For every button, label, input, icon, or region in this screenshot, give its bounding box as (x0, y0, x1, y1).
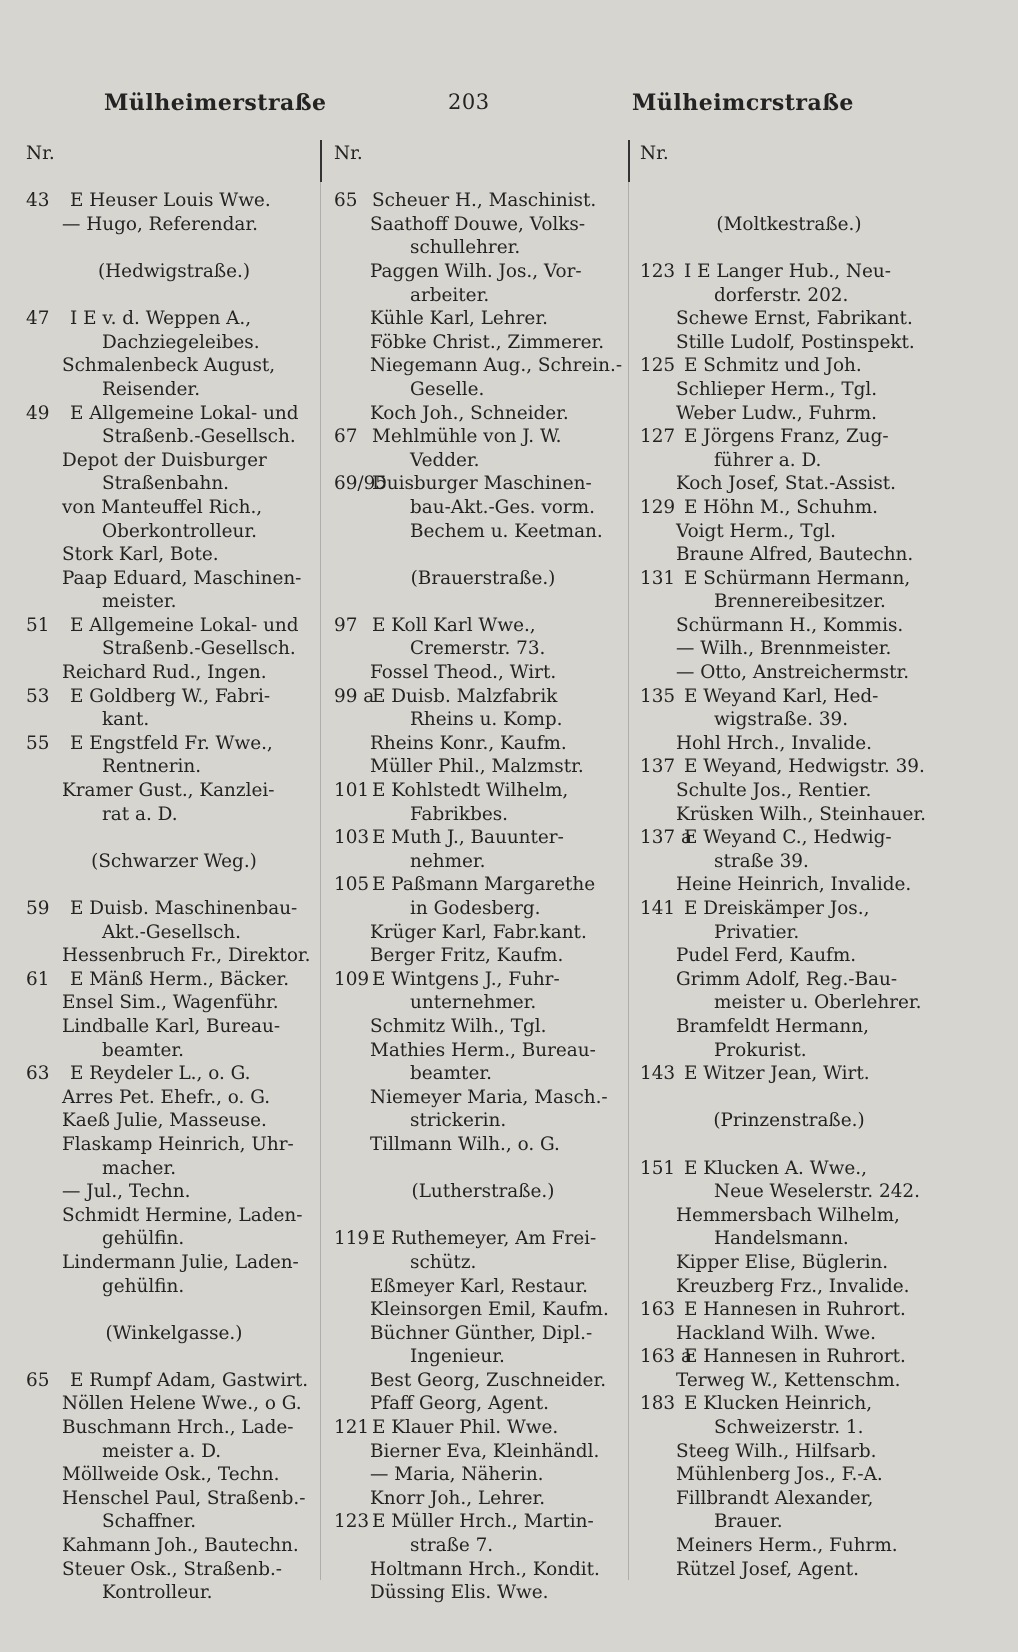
entry-continuation: Schweizerstr. 1. (714, 1417, 864, 1439)
resident-entry: Pfaff Georg, Agent. (370, 1393, 549, 1415)
entry-continuation: rat a. D. (102, 803, 178, 825)
house-number: 67 (334, 426, 358, 448)
house-number: 47 (26, 308, 50, 330)
resident-entry: Stille Ludolf, Postinspekt. (676, 331, 915, 353)
house-entry (334, 779, 632, 803)
entry-text: E Paßmann Margarethe (372, 874, 596, 896)
house-number: 55 (26, 732, 50, 754)
house-entry (640, 354, 938, 378)
number-column-label: Nr. (640, 143, 669, 164)
entry-continuation: meister a. D. (102, 1440, 222, 1462)
entry-text: E Heuser Louis Wwe. (70, 190, 271, 212)
entry-continuation: Straßenb.-Gesellsch. (102, 426, 296, 448)
entry-continuation: beamter. (410, 1063, 492, 1085)
entry-continuation: Schaffner. (102, 1511, 197, 1533)
entry-continuation: beamter. (102, 1039, 184, 1061)
resident-entry: Schulte Jos., Rentier. (676, 780, 872, 802)
house-entry (334, 826, 632, 850)
running-head-right: Mülheimcrstraße (632, 90, 854, 116)
entry-text: E Weyand C., Hedwig- (684, 827, 892, 849)
house-entry (334, 1510, 632, 1534)
entry-text: E Duisb. Maschinenbau- (70, 898, 298, 919)
resident-entry: Terweg W., Kettenschm. (676, 1369, 901, 1391)
entry-text: E Weyand, Hedwigstr. 39. (684, 756, 925, 778)
house-entry (334, 1227, 632, 1251)
resident-entry: — Maria, Näherin. (370, 1464, 544, 1486)
entry-continuation: macher. (102, 1157, 177, 1179)
number-column-label: Nr. (26, 143, 55, 164)
street-section-heading: (Hedwigstraße.) (97, 260, 251, 282)
house-entry (334, 873, 632, 897)
resident-entry: Hackland Wilh. Wwe. (676, 1322, 877, 1344)
resident-entry: Rützel Josef, Agent. (676, 1558, 860, 1580)
house-number: 135 (640, 685, 676, 707)
entry-continuation: führer a. D. (714, 449, 822, 471)
entry-text: E Hannesen in Ruhrort. (684, 1346, 906, 1368)
house-entry (640, 1157, 938, 1181)
house-entry (26, 307, 322, 331)
house-entry (640, 1062, 938, 1086)
entry-text: E Witzer Jean, Wirt. (684, 1063, 870, 1085)
entry-continuation: Akt.-Gesellsch. (102, 921, 241, 943)
resident-entry: Paap Eduard, Maschinen- (62, 567, 302, 589)
resident-entry: Kleinsorgen Emil, Kaufm. (370, 1299, 609, 1321)
house-entry (640, 897, 938, 921)
resident-entry: Müller Phil., Malzmstr. (370, 756, 584, 778)
entry-continuation: Bechem u. Keetman. (410, 520, 603, 542)
resident-entry: Arres Pet. Ehefr., o. G. (62, 1086, 271, 1108)
resident-entry: Möllweide Osk., Techn. (62, 1464, 280, 1486)
house-number: 97 (334, 614, 358, 636)
spacer (26, 1345, 322, 1369)
resident-entry: Braune Alfred, Bautechn. (676, 544, 914, 566)
spacer (26, 284, 322, 308)
entry-continuation: Fabrikbes. (410, 803, 509, 825)
resident-entry: Best Georg, Zuschneider. (370, 1369, 607, 1391)
house-entry (26, 968, 322, 992)
entry-text: E Duisb. Malzfabrik (372, 685, 558, 707)
resident-entry: Holtmann Hrch., Kondit. (370, 1558, 600, 1580)
entry-continuation: Ingenieur. (410, 1346, 505, 1368)
resident-entry: Bramfeldt Hermann, (676, 1015, 869, 1037)
entry-continuation: schullehrer. (410, 237, 521, 259)
house-number: 141 (640, 898, 676, 919)
entry-continuation: wigstraße. 39. (714, 709, 849, 731)
entry-continuation: in Godesberg. (410, 898, 541, 919)
resident-entry: Buschmann Hrch., Lade- (62, 1417, 294, 1439)
entry-text: E Allgemeine Lokal- und (70, 402, 299, 424)
resident-entry: Mühlenberg Jos., F.-A. (676, 1464, 883, 1486)
spacer (640, 1133, 938, 1157)
house-number: 137 (640, 756, 676, 778)
entry-continuation: Handelsmann. (714, 1228, 849, 1250)
house-number: 53 (26, 685, 50, 707)
resident-entry: Saathoff Douwe, Volks- (370, 213, 586, 235)
entry-text: E Schmitz und Joh. (684, 355, 862, 377)
house-number: 125 (640, 355, 676, 377)
house-entry (640, 567, 938, 591)
street-section-heading: (Lutherstraße.) (411, 1181, 555, 1203)
resident-entry: Krüger Karl, Fabr.kant. (370, 921, 587, 943)
spacer (640, 166, 938, 190)
resident-entry: Stork Karl, Bote. (62, 544, 219, 566)
entry-text: E Höhn M., Schuhm. (684, 496, 878, 518)
resident-entry: Düssing Elis. Wwe. (370, 1582, 549, 1604)
entry-continuation: gehülfin. (102, 1228, 185, 1250)
house-number: 51 (26, 614, 50, 636)
resident-entry: — Otto, Anstreichermstr. (676, 662, 910, 684)
resident-entry: — Hugo, Referendar. (62, 213, 258, 235)
house-entry (640, 685, 938, 709)
resident-entry: — Jul., Techn. (62, 1181, 191, 1203)
entry-text: E Hannesen in Ruhrort. (684, 1299, 906, 1321)
resident-entry: Ensel Sim., Wagenführ. (62, 992, 279, 1014)
street-section-heading: (Brauerstraße.) (410, 567, 556, 589)
house-entry (26, 1369, 322, 1393)
page-number: 203 (448, 90, 490, 114)
entry-continuation: straße 7. (410, 1535, 494, 1557)
entry-continuation: Kontrolleur. (102, 1582, 213, 1604)
resident-entry: Kühle Karl, Lehrer. (370, 308, 548, 330)
spacer (334, 590, 632, 614)
entry-text: E Mänß Herm., Bäcker. (70, 968, 290, 990)
entry-text: Mehlmühle von J. W. (372, 426, 562, 448)
house-entry (334, 968, 632, 992)
house-number: 119 (334, 1228, 370, 1250)
house-number: 105 (334, 874, 370, 896)
resident-entry: Koch Joh., Schneider. (370, 402, 569, 424)
house-entry (334, 472, 632, 496)
resident-entry: Steeg Wilh., Hilfsarb. (676, 1440, 877, 1462)
house-entry (640, 755, 938, 779)
resident-entry: — Wilh., Brennmeister. (676, 638, 892, 660)
street-section-heading: (Winkelgasse.) (105, 1322, 243, 1344)
number-column-label: Nr. (334, 143, 363, 164)
spacer (640, 1086, 938, 1110)
entry-continuation: Straßenbahn. (102, 473, 230, 495)
resident-entry: Tillmann Wilh., o. G. (370, 1133, 560, 1155)
resident-entry: Schmitz Wilh., Tgl. (370, 1015, 547, 1037)
house-entry (640, 1392, 938, 1416)
house-entry (26, 614, 322, 638)
house-entry (640, 1298, 938, 1322)
resident-entry: Lindermann Julie, Laden- (62, 1251, 299, 1273)
spacer (26, 873, 322, 897)
house-number: 123 (334, 1511, 370, 1533)
resident-entry: Paggen Wilh. Jos., Vor- (370, 260, 582, 282)
spacer (26, 236, 322, 260)
resident-entry: Steuer Osk., Straßenb.- (62, 1558, 283, 1580)
resident-entry: Schewe Ernst, Fabrikant. (676, 308, 913, 330)
resident-entry: Kaeß Julie, Masseuse. (62, 1110, 267, 1132)
house-number: 63 (26, 1063, 50, 1085)
resident-entry: Rheins Konr., Kaufm. (370, 732, 567, 754)
house-number: 101 (334, 780, 370, 802)
entry-text: I E v. d. Weppen A., (70, 308, 252, 330)
entry-text: E Allgemeine Lokal- und (70, 614, 299, 636)
house-number: 127 (640, 426, 676, 448)
column-2 (334, 142, 632, 1605)
house-number: 123 (640, 260, 676, 282)
entry-text: E Wintgens J., Fuhr- (372, 968, 560, 990)
entry-text: E Kohlstedt Wilhelm, (372, 780, 569, 802)
entry-text: E Goldberg W., Fabri- (70, 685, 271, 707)
entry-continuation: bau-Akt.-Ges. vorm. (410, 496, 595, 518)
resident-entry: Schmalenbeck August, (62, 355, 276, 377)
house-entry (26, 189, 322, 213)
spacer (640, 189, 938, 213)
resident-entry: Büchner Günther, Dipl.- (370, 1322, 593, 1344)
spacer (26, 826, 322, 850)
entry-text: E Klucken Heinrich, (684, 1393, 873, 1415)
entry-continuation: Rentnerin. (102, 756, 202, 778)
resident-entry: Lindballe Karl, Bureau- (62, 1015, 281, 1037)
column-1 (26, 142, 322, 1605)
entry-continuation: Straßenb.-Gesellsch. (102, 638, 296, 660)
entry-text: E Müller Hrch., Martin- (372, 1511, 594, 1533)
resident-entry: Eßmeyer Karl, Restaur. (370, 1275, 588, 1297)
resident-entry: Meiners Herm., Fuhrm. (676, 1535, 898, 1557)
spacer (334, 543, 632, 567)
house-number: 61 (26, 968, 50, 990)
house-number: 65 (26, 1369, 50, 1391)
resident-entry: Kahmann Joh., Bautechn. (62, 1535, 299, 1557)
entry-continuation: straße 39. (714, 850, 809, 872)
resident-entry: Hemmersbach Wilhelm, (676, 1204, 900, 1226)
resident-entry: Hessenbruch Fr., Direktor. (62, 945, 311, 967)
house-entry (640, 1345, 938, 1369)
house-entry (26, 685, 322, 709)
entry-text: E Klucken A. Wwe., (684, 1157, 867, 1179)
entry-continuation: meister. (102, 591, 177, 613)
entry-continuation: Neue Weselerstr. 242. (714, 1181, 920, 1203)
entry-text: E Schürmann Hermann, (684, 567, 911, 589)
street-section-heading: (Schwarzer Weg.) (91, 850, 257, 872)
house-entry (334, 685, 632, 709)
entry-continuation: Prokurist. (714, 1039, 807, 1061)
spacer (26, 166, 322, 190)
entry-text: E Weyand Karl, Hed- (684, 685, 879, 707)
spacer (640, 236, 938, 260)
house-number: 43 (26, 190, 50, 212)
house-number: 99 a (334, 685, 375, 707)
resident-entry: Kipper Elise, Büglerin. (676, 1251, 889, 1273)
resident-entry: Knorr Joh., Lehrer. (370, 1487, 546, 1509)
house-number: 59 (26, 898, 50, 919)
house-number: 109 (334, 968, 370, 990)
entry-continuation: Vedder. (410, 449, 480, 471)
resident-entry: Kreuzberg Frz., Invalide. (676, 1275, 910, 1297)
entry-text: E Ruthemeyer, Am Frei- (372, 1228, 597, 1250)
entry-continuation: kant. (102, 709, 150, 731)
house-number: 103 (334, 827, 370, 849)
entry-text: I E Langer Hub., Neu- (684, 260, 891, 282)
entry-continuation: gehülfin. (102, 1275, 185, 1297)
resident-entry: Henschel Paul, Straßenb.- (62, 1487, 306, 1509)
entry-continuation: Brauer. (714, 1511, 783, 1533)
house-number: 131 (640, 567, 676, 589)
resident-entry: Depot der Duisburger (62, 449, 267, 471)
house-entry (640, 826, 938, 850)
entry-text: E Dreiskämper Jos., (684, 898, 870, 919)
house-entry (640, 496, 938, 520)
resident-entry: Schürmann H., Kommis. (676, 614, 904, 636)
entry-continuation: Cremerstr. 73. (410, 638, 546, 660)
entry-text: Scheuer H., Maschinist. (372, 190, 597, 212)
house-number: 129 (640, 496, 676, 518)
resident-entry: Bierner Eva, Kleinhändl. (370, 1440, 600, 1462)
entry-continuation: Brennereibesitzer. (714, 591, 886, 613)
resident-entry: Niemeyer Maria, Masch.- (370, 1086, 608, 1108)
entry-continuation: Oberkontrolleur. (102, 520, 257, 542)
resident-entry: von Manteuffel Rich., (62, 496, 263, 518)
running-head-left: Mülheimerstraße (104, 90, 327, 116)
street-section-heading: (Prinzenstraße.) (713, 1110, 865, 1132)
house-number: 143 (640, 1063, 676, 1085)
house-entry (334, 614, 632, 638)
resident-entry: Kramer Gust., Kanzlei- (62, 780, 275, 802)
entry-continuation: Privatier. (714, 921, 800, 943)
house-entry (26, 897, 322, 921)
resident-entry: Reichard Rud., Ingen. (62, 662, 267, 684)
entry-continuation: meister u. Oberlehrer. (714, 992, 922, 1014)
resident-entry: Fillbrandt Alexander, (676, 1487, 874, 1509)
entry-continuation: nehmer. (410, 850, 486, 872)
resident-entry: Nöllen Helene Wwe., o G. (62, 1393, 302, 1415)
entry-continuation: Dachziegeleibes. (102, 331, 260, 353)
resident-entry: Heine Heinrich, Invalide. (676, 874, 912, 896)
house-number: 121 (334, 1417, 370, 1439)
entry-text: E Klauer Phil. Wwe. (372, 1417, 559, 1439)
street-section-heading: (Moltkestraße.) (716, 213, 862, 235)
house-entry (334, 189, 632, 213)
spacer (334, 166, 632, 190)
entry-text: E Reydeler L., o. G. (70, 1063, 251, 1085)
entry-continuation: unternehmer. (410, 992, 537, 1014)
column-3 (640, 142, 938, 1581)
resident-entry: Koch Josef, Stat.-Assist. (676, 473, 897, 495)
resident-entry: Niegemann Aug., Schrein.- (370, 355, 623, 377)
entry-continuation: Geselle. (410, 378, 485, 400)
resident-entry: Schmidt Hermine, Laden- (62, 1204, 303, 1226)
house-number: 137 a (640, 827, 692, 849)
resident-entry: Voigt Herm., Tgl. (676, 520, 837, 542)
resident-entry: Berger Fritz, Kaufm. (370, 945, 564, 967)
entry-continuation: dorferstr. 202. (714, 284, 849, 306)
entry-text: E Rumpf Adam, Gastwirt. (70, 1369, 309, 1391)
house-number: 163 (640, 1299, 676, 1321)
house-entry (26, 1062, 322, 1086)
house-number: 65 (334, 190, 358, 212)
entry-text: E Jörgens Franz, Zug- (684, 426, 889, 448)
house-entry (640, 425, 938, 449)
house-entry (640, 260, 938, 284)
entry-continuation: Reisender. (102, 378, 201, 400)
entry-text: E Muth J., Bauunter- (372, 827, 564, 849)
resident-entry: Pudel Ferd, Kaufm. (676, 945, 857, 967)
house-number: 163 a (640, 1346, 692, 1368)
entry-continuation: arbeiter. (410, 284, 490, 306)
house-entry (334, 1416, 632, 1440)
resident-entry: Weber Ludw., Fuhrm. (676, 402, 878, 424)
spacer (334, 1157, 632, 1181)
house-number: 151 (640, 1157, 676, 1179)
resident-entry: Flaskamp Heinrich, Uhr- (62, 1133, 294, 1155)
resident-entry: Schlieper Herm., Tgl. (676, 378, 878, 400)
entry-continuation: strickerin. (410, 1110, 507, 1132)
entry-text: Duisburger Maschinen- (372, 473, 592, 495)
resident-entry: Mathies Herm., Bureau- (370, 1039, 596, 1061)
house-number: 69/95 (334, 473, 387, 495)
resident-entry: Föbke Christ., Zimmerer. (370, 331, 605, 353)
spacer (26, 1298, 322, 1322)
resident-entry: Hohl Hrch., Invalide. (676, 732, 872, 754)
resident-entry: Grimm Adolf, Reg.-Bau- (676, 968, 898, 990)
house-entry (26, 732, 322, 756)
house-entry (334, 425, 632, 449)
entry-text: E Koll Karl Wwe., (372, 614, 536, 636)
resident-entry: Fossel Theod., Wirt. (370, 662, 557, 684)
entry-continuation: Rheins u. Komp. (410, 709, 563, 731)
spacer (334, 1204, 632, 1228)
entry-continuation: schütz. (410, 1251, 477, 1273)
house-number: 49 (26, 402, 50, 424)
entry-text: E Engstfeld Fr. Wwe., (70, 732, 273, 754)
resident-entry: Krüsken Wilh., Steinhauer. (676, 803, 927, 825)
house-number: 183 (640, 1393, 676, 1415)
house-entry (26, 402, 322, 426)
